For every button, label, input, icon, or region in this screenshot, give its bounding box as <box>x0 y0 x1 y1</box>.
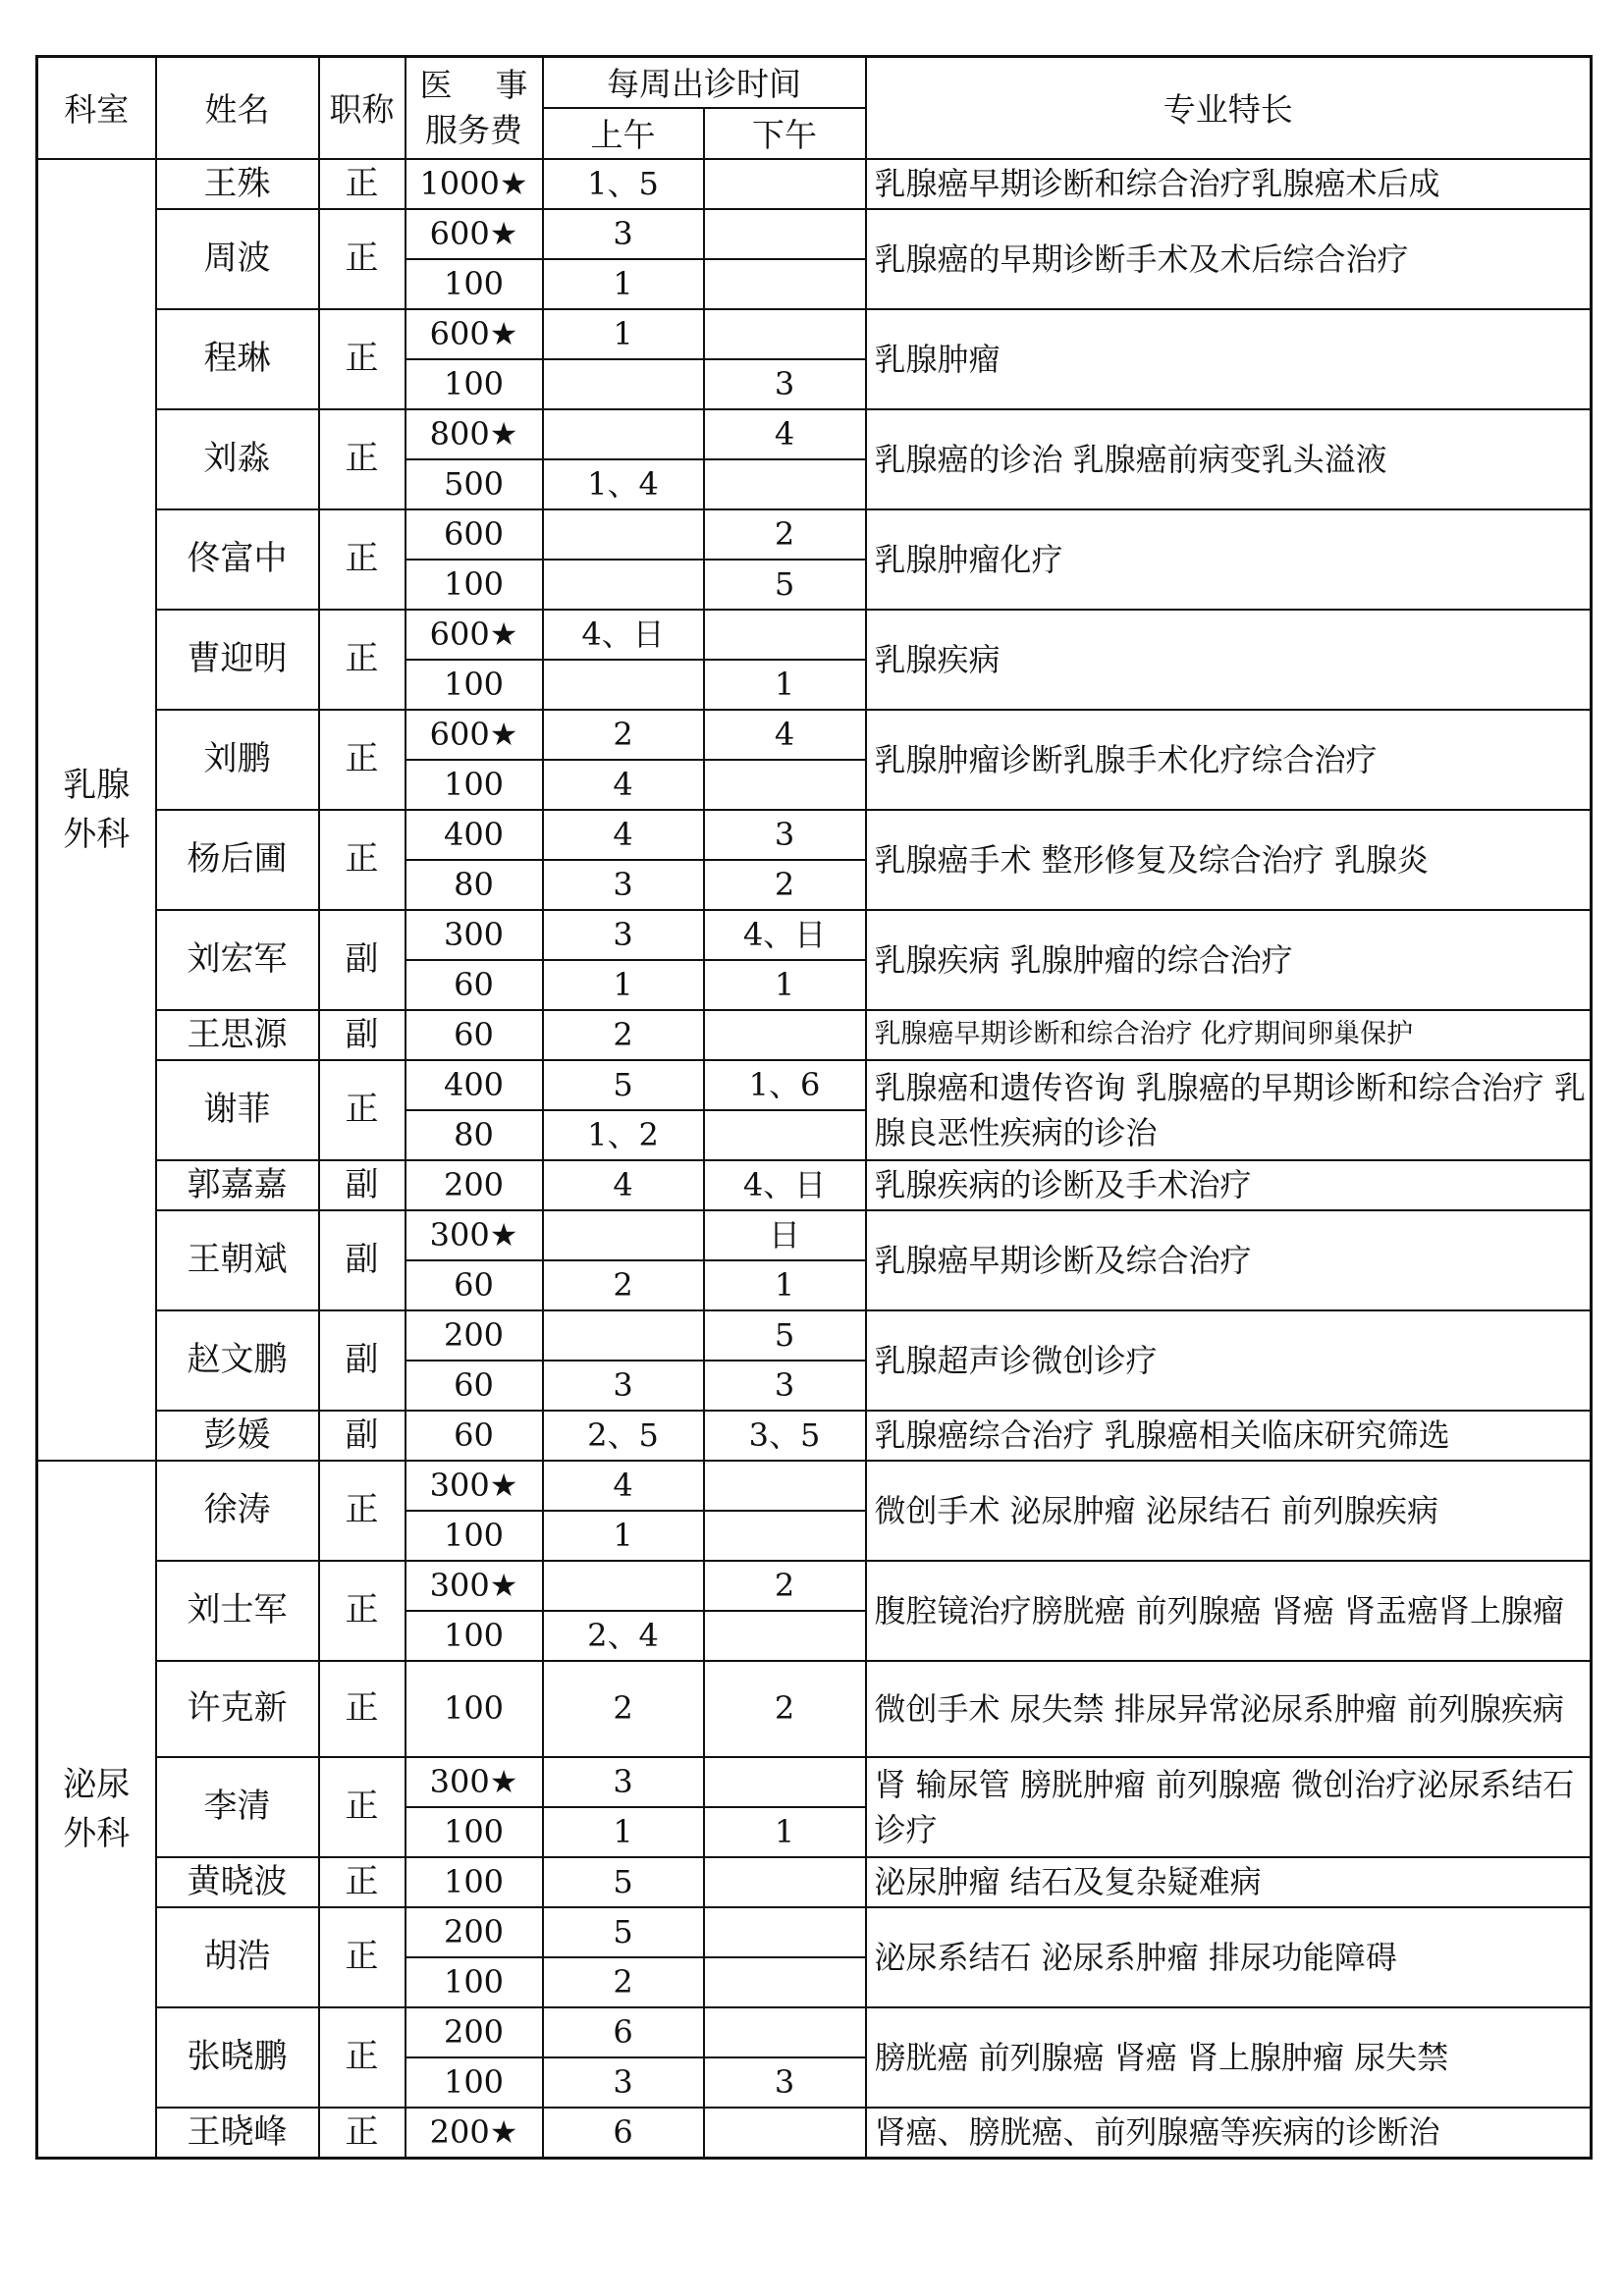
doctor-specialty: 肾癌、膀胱癌、前列腺癌等疾病的诊断治 <box>866 2108 1592 2159</box>
table-row <box>37 1310 1592 1361</box>
afternoon-session: 1、6 <box>704 1060 866 1110</box>
header-name: 姓名 <box>156 57 319 159</box>
doctor-title: 副 <box>319 1160 406 1210</box>
morning-session: 3 <box>543 860 704 910</box>
doctor-specialty: 乳腺癌的诊治 乳腺癌前病变乳头溢液 <box>866 409 1592 509</box>
table-row <box>37 1160 1592 1210</box>
table-row <box>37 2007 1592 2057</box>
afternoon-session: 日 <box>704 1210 866 1260</box>
table-row <box>37 810 1592 860</box>
doctor-title: 正 <box>319 209 406 309</box>
doctor-name: 王殊 <box>156 159 319 209</box>
morning-session: 4 <box>543 1160 704 1210</box>
afternoon-session: 5 <box>704 560 866 610</box>
morning-session: 5 <box>543 1060 704 1110</box>
table-row <box>37 610 1592 660</box>
doctor-title: 正 <box>319 1461 406 1561</box>
header-fee <box>406 57 543 159</box>
outpatient-schedule-table <box>35 55 1593 2160</box>
department-name: 乳腺外科 <box>37 159 156 1461</box>
doctor-specialty: 乳腺癌早期诊断及综合治疗 <box>866 1210 1592 1310</box>
doctor-title: 副 <box>319 1411 406 1461</box>
morning-session: 5 <box>543 1857 704 1907</box>
service-fee: 600★ <box>406 710 543 760</box>
doctor-specialty: 乳腺癌手术 整形修复及综合治疗 乳腺炎 <box>866 810 1592 910</box>
header-fee-line1 <box>406 63 542 108</box>
afternoon-session <box>704 1957 866 2007</box>
morning-session: 1 <box>543 1807 704 1857</box>
service-fee: 200 <box>406 2007 543 2057</box>
table-row <box>37 1010 1592 1060</box>
header-fee-char2: 事 <box>495 65 528 104</box>
morning-session: 3 <box>543 209 704 259</box>
morning-session: 3 <box>543 2057 704 2108</box>
afternoon-session <box>704 760 866 810</box>
service-fee: 100 <box>406 1857 543 1907</box>
doctor-specialty: 乳腺癌综合治疗 乳腺癌相关临床研究筛选 <box>866 1411 1592 1461</box>
morning-session <box>543 1561 704 1611</box>
doctor-specialty: 乳腺疾病的诊断及手术治疗 <box>866 1160 1592 1210</box>
morning-session: 2 <box>543 1260 704 1310</box>
service-fee: 600★ <box>406 610 543 660</box>
service-fee: 1000★ <box>406 159 543 209</box>
service-fee: 300★ <box>406 1461 543 1511</box>
afternoon-session <box>704 2007 866 2057</box>
doctor-name: 王思源 <box>156 1010 319 1060</box>
afternoon-session: 5 <box>704 1310 866 1361</box>
doctor-specialty: 乳腺超声诊微创诊疗 <box>866 1310 1592 1411</box>
doctor-specialty: 乳腺癌的早期诊断手术及术后综合治疗 <box>866 209 1592 309</box>
table-row <box>37 1461 1592 1511</box>
header-specialty: 专业特长 <box>866 57 1592 159</box>
morning-session: 4 <box>543 810 704 860</box>
service-fee: 600★ <box>406 309 543 359</box>
morning-session: 4 <box>543 760 704 810</box>
service-fee: 60 <box>406 1361 543 1411</box>
service-fee: 100 <box>406 1611 543 1661</box>
doctor-title: 正 <box>319 2108 406 2159</box>
service-fee: 80 <box>406 860 543 910</box>
afternoon-session: 1 <box>704 960 866 1010</box>
doctor-name: 王朝斌 <box>156 1210 319 1310</box>
service-fee: 400 <box>406 1060 543 1110</box>
morning-session <box>543 560 704 610</box>
doctor-title: 正 <box>319 159 406 209</box>
morning-session: 2 <box>543 1010 704 1060</box>
morning-session: 1、5 <box>543 159 704 209</box>
header-fee-char1: 医 <box>419 65 453 104</box>
morning-session: 1 <box>543 1511 704 1561</box>
doctor-title: 正 <box>319 1661 406 1757</box>
doctor-specialty: 乳腺癌和遗传咨询 乳腺癌的早期诊断和综合治疗 乳腺良恶性疾病的诊治 <box>866 1060 1592 1160</box>
doctor-name: 胡浩 <box>156 1907 319 2007</box>
afternoon-session: 1 <box>704 1807 866 1857</box>
doctor-name: 曹迎明 <box>156 610 319 710</box>
doctor-specialty: 腹腔镜治疗膀胱癌 前列腺癌 肾癌 肾盂癌肾上腺瘤 <box>866 1561 1592 1661</box>
afternoon-session <box>704 1110 866 1160</box>
doctor-title: 正 <box>319 610 406 710</box>
afternoon-session <box>704 1757 866 1807</box>
table-row <box>37 309 1592 359</box>
table-row <box>37 1411 1592 1461</box>
doctor-title: 正 <box>319 1907 406 2007</box>
doctor-name: 李清 <box>156 1757 319 1857</box>
doctor-specialty: 微创手术 泌尿肿瘤 泌尿结石 前列腺疾病 <box>866 1461 1592 1561</box>
morning-session: 4、日 <box>543 610 704 660</box>
morning-session <box>543 409 704 459</box>
morning-session: 6 <box>543 2108 704 2159</box>
afternoon-session <box>704 209 866 259</box>
doctor-title: 正 <box>319 810 406 910</box>
doctor-specialty: 乳腺肿瘤 <box>866 309 1592 409</box>
morning-session <box>543 509 704 560</box>
doctor-title: 副 <box>319 1210 406 1310</box>
service-fee: 300★ <box>406 1210 543 1260</box>
morning-session: 2 <box>543 1957 704 2007</box>
service-fee: 100 <box>406 760 543 810</box>
table-row <box>37 1661 1592 1757</box>
afternoon-session: 2 <box>704 1661 866 1757</box>
afternoon-session <box>704 1461 866 1511</box>
morning-session: 4 <box>543 1461 704 1511</box>
service-fee: 300 <box>406 910 543 960</box>
table-row <box>37 409 1592 459</box>
doctor-name: 刘士军 <box>156 1561 319 1661</box>
table-row <box>37 1757 1592 1807</box>
service-fee: 500 <box>406 459 543 509</box>
service-fee: 100 <box>406 1511 543 1561</box>
morning-session: 3 <box>543 1361 704 1411</box>
table-row <box>37 1561 1592 1611</box>
table-row <box>37 1857 1592 1907</box>
service-fee: 80 <box>406 1110 543 1160</box>
doctor-name: 刘淼 <box>156 409 319 509</box>
morning-session: 5 <box>543 1907 704 1957</box>
afternoon-session <box>704 1907 866 1957</box>
doctor-name: 张晓鹏 <box>156 2007 319 2108</box>
service-fee: 200★ <box>406 2108 543 2159</box>
header-pm: 下午 <box>704 108 866 159</box>
doctor-specialty: 泌尿系结石 泌尿系肿瘤 排尿功能障碍 <box>866 1907 1592 2007</box>
morning-session: 1 <box>543 259 704 309</box>
header-title: 职称 <box>319 57 406 159</box>
doctor-name: 许克新 <box>156 1661 319 1757</box>
doctor-title: 正 <box>319 2007 406 2108</box>
service-fee: 400 <box>406 810 543 860</box>
table-row <box>37 910 1592 960</box>
doctor-name: 佟富中 <box>156 509 319 610</box>
morning-session <box>543 1310 704 1361</box>
afternoon-session: 2 <box>704 1561 866 1611</box>
doctor-name: 周波 <box>156 209 319 309</box>
morning-session <box>543 660 704 710</box>
morning-session: 1、2 <box>543 1110 704 1160</box>
service-fee: 100 <box>406 1807 543 1857</box>
table-body <box>37 159 1592 2159</box>
doctor-title: 正 <box>319 1561 406 1661</box>
header-schedule: 每周出诊时间 <box>543 57 866 108</box>
doctor-name: 杨后圃 <box>156 810 319 910</box>
service-fee: 100 <box>406 2057 543 2108</box>
doctor-specialty: 乳腺肿瘤诊断乳腺手术化疗综合治疗 <box>866 710 1592 810</box>
afternoon-session: 4、日 <box>704 1160 866 1210</box>
doctor-name: 郭嘉嘉 <box>156 1160 319 1210</box>
morning-session: 2、5 <box>543 1411 704 1461</box>
header-fee-line2: 服务费 <box>425 110 522 149</box>
doctor-specialty: 乳腺癌早期诊断和综合治疗乳腺癌术后成 <box>866 159 1592 209</box>
morning-session: 3 <box>543 1757 704 1807</box>
doctor-title: 正 <box>319 1757 406 1857</box>
afternoon-session <box>704 159 866 209</box>
morning-session <box>543 1210 704 1260</box>
service-fee: 60 <box>406 1010 543 1060</box>
afternoon-session <box>704 1010 866 1060</box>
doctor-specialty: 肾 输尿管 膀胱肿瘤 前列腺癌 微创治疗泌尿系结石诊疗 <box>866 1757 1592 1857</box>
afternoon-session <box>704 309 866 359</box>
doctor-name: 彭媛 <box>156 1411 319 1461</box>
table-row <box>37 209 1592 259</box>
service-fee: 300★ <box>406 1757 543 1807</box>
service-fee: 100 <box>406 259 543 309</box>
doctor-name: 谢菲 <box>156 1060 319 1160</box>
doctor-specialty: 膀胱癌 前列腺癌 肾癌 肾上腺肿瘤 尿失禁 <box>866 2007 1592 2108</box>
doctor-name: 刘鹏 <box>156 710 319 810</box>
service-fee: 60 <box>406 1411 543 1461</box>
morning-session: 1 <box>543 309 704 359</box>
afternoon-session <box>704 1611 866 1661</box>
afternoon-session: 4 <box>704 710 866 760</box>
afternoon-session <box>704 2108 866 2159</box>
service-fee: 100 <box>406 1661 543 1757</box>
afternoon-session: 3 <box>704 810 866 860</box>
doctor-name: 黄晓波 <box>156 1857 319 1907</box>
service-fee: 100 <box>406 1957 543 2007</box>
morning-session: 2 <box>543 710 704 760</box>
doctor-name: 徐涛 <box>156 1461 319 1561</box>
doctor-name: 程琳 <box>156 309 319 409</box>
doctor-name: 王晓峰 <box>156 2108 319 2159</box>
morning-session: 2 <box>543 1661 704 1757</box>
doctor-name: 刘宏军 <box>156 910 319 1010</box>
afternoon-session: 4、日 <box>704 910 866 960</box>
doctor-specialty: 乳腺疾病 乳腺肿瘤的综合治疗 <box>866 910 1592 1010</box>
afternoon-session: 3 <box>704 359 866 409</box>
service-fee: 100 <box>406 560 543 610</box>
afternoon-session: 3 <box>704 1361 866 1411</box>
doctor-specialty: 乳腺癌早期诊断和综合治疗 化疗期间卵巢保护 <box>866 1010 1592 1060</box>
doctor-title: 正 <box>319 710 406 810</box>
afternoon-session: 1 <box>704 660 866 710</box>
doctor-title: 正 <box>319 409 406 509</box>
morning-session: 6 <box>543 2007 704 2057</box>
table-row <box>37 159 1592 209</box>
afternoon-session: 2 <box>704 509 866 560</box>
doctor-specialty: 微创手术 尿失禁 排尿异常泌尿系肿瘤 前列腺疾病 <box>866 1661 1592 1757</box>
afternoon-session <box>704 259 866 309</box>
service-fee: 200 <box>406 1310 543 1361</box>
afternoon-session <box>704 610 866 660</box>
doctor-specialty: 乳腺肿瘤化疗 <box>866 509 1592 610</box>
afternoon-session <box>704 459 866 509</box>
doctor-title: 副 <box>319 910 406 1010</box>
table-row <box>37 1060 1592 1110</box>
afternoon-session: 3、5 <box>704 1411 866 1461</box>
morning-session: 1 <box>543 960 704 1010</box>
doctor-title: 正 <box>319 509 406 610</box>
morning-session <box>543 359 704 409</box>
table-row <box>37 710 1592 760</box>
afternoon-session: 1 <box>704 1260 866 1310</box>
service-fee: 600★ <box>406 209 543 259</box>
service-fee: 60 <box>406 1260 543 1310</box>
morning-session: 3 <box>543 910 704 960</box>
doctor-title: 副 <box>319 1010 406 1060</box>
doctor-specialty: 乳腺疾病 <box>866 610 1592 710</box>
service-fee: 200 <box>406 1907 543 1957</box>
table-row <box>37 1210 1592 1260</box>
afternoon-session: 4 <box>704 409 866 459</box>
table-row <box>37 509 1592 560</box>
table-row <box>37 2108 1592 2159</box>
doctor-title: 正 <box>319 1060 406 1160</box>
afternoon-session: 3 <box>704 2057 866 2108</box>
afternoon-session <box>704 1511 866 1561</box>
doctor-title: 副 <box>319 1310 406 1411</box>
doctor-specialty: 泌尿肿瘤 结石及复杂疑难病 <box>866 1857 1592 1907</box>
service-fee: 200 <box>406 1160 543 1210</box>
table-header <box>37 57 1592 159</box>
doctor-name: 赵文鹏 <box>156 1310 319 1411</box>
header-dept: 科室 <box>37 57 156 159</box>
afternoon-session: 2 <box>704 860 866 910</box>
morning-session: 1、4 <box>543 459 704 509</box>
table-row <box>37 1907 1592 1957</box>
service-fee: 300★ <box>406 1561 543 1611</box>
afternoon-session <box>704 1857 866 1907</box>
service-fee: 60 <box>406 960 543 1010</box>
doctor-title: 正 <box>319 309 406 409</box>
morning-session: 2、4 <box>543 1611 704 1661</box>
department-name: 泌尿外科 <box>37 1461 156 2159</box>
service-fee: 100 <box>406 660 543 710</box>
service-fee: 800★ <box>406 409 543 459</box>
service-fee: 600 <box>406 509 543 560</box>
service-fee: 100 <box>406 359 543 409</box>
header-am: 上午 <box>543 108 704 159</box>
doctor-title: 正 <box>319 1857 406 1907</box>
